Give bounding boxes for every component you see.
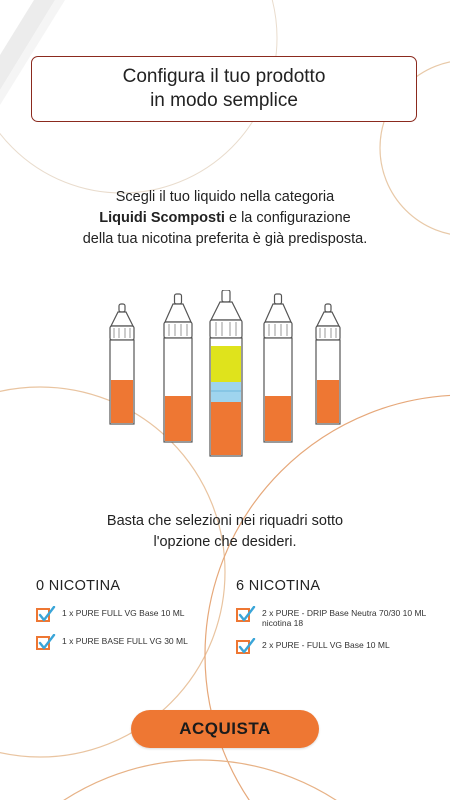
bottle-1 — [110, 304, 134, 424]
intro-line-3: della tua nicotina preferita è già predisposta. — [82, 231, 368, 247]
option-item[interactable] — [236, 608, 436, 628]
check-icon — [236, 606, 256, 624]
option-item[interactable] — [36, 608, 226, 624]
intro-line-2-rest: e la configurazione — [224, 210, 351, 226]
intro-category: Liquidi Scomposti — [99, 210, 225, 226]
option-label: 2 x PURE - DRIP Base Neutra 70/30 10 ML nicotina 18 — [262, 608, 426, 628]
selection-prompt — [20, 511, 430, 553]
option-label: 1 x PURE BASE FULL VG 30 ML — [62, 636, 188, 646]
check-icon — [236, 638, 256, 656]
option-item[interactable] — [36, 636, 226, 652]
option-label: 1 x PURE FULL VG Base 10 ML — [62, 608, 185, 618]
prompt-line-2: l'opzione che desideri. — [153, 534, 297, 550]
title-line-2: in modo semplice — [150, 90, 298, 111]
zero-nicotine-heading: 0 NICOTINA — [36, 578, 121, 594]
options-six-nicotine — [236, 578, 436, 668]
bottle-3 — [210, 290, 242, 456]
check-icon — [36, 606, 56, 624]
title-box — [31, 56, 417, 122]
intro-line-1: Scegli il tuo liquido nella categoria — [115, 189, 335, 205]
bottle-4 — [264, 294, 292, 442]
options-zero-nicotine — [36, 578, 226, 664]
check-icon — [36, 634, 56, 652]
option-item[interactable] — [236, 640, 436, 656]
prompt-line-1: Basta che selezioni nei riquadri sotto — [106, 513, 344, 529]
bottle-5 — [316, 304, 340, 424]
buy-button[interactable]: ACQUISTA — [131, 710, 319, 748]
intro-text — [20, 187, 430, 250]
intro-line-2 — [20, 208, 430, 229]
title-line-1: Configura il tuo prodotto — [122, 66, 326, 87]
bottles-illustration — [95, 290, 357, 460]
bottle-2 — [164, 294, 192, 442]
six-nicotine-heading: 6 NICOTINA — [236, 578, 321, 594]
option-label: 2 x PURE - FULL VG Base 10 ML — [262, 640, 390, 650]
